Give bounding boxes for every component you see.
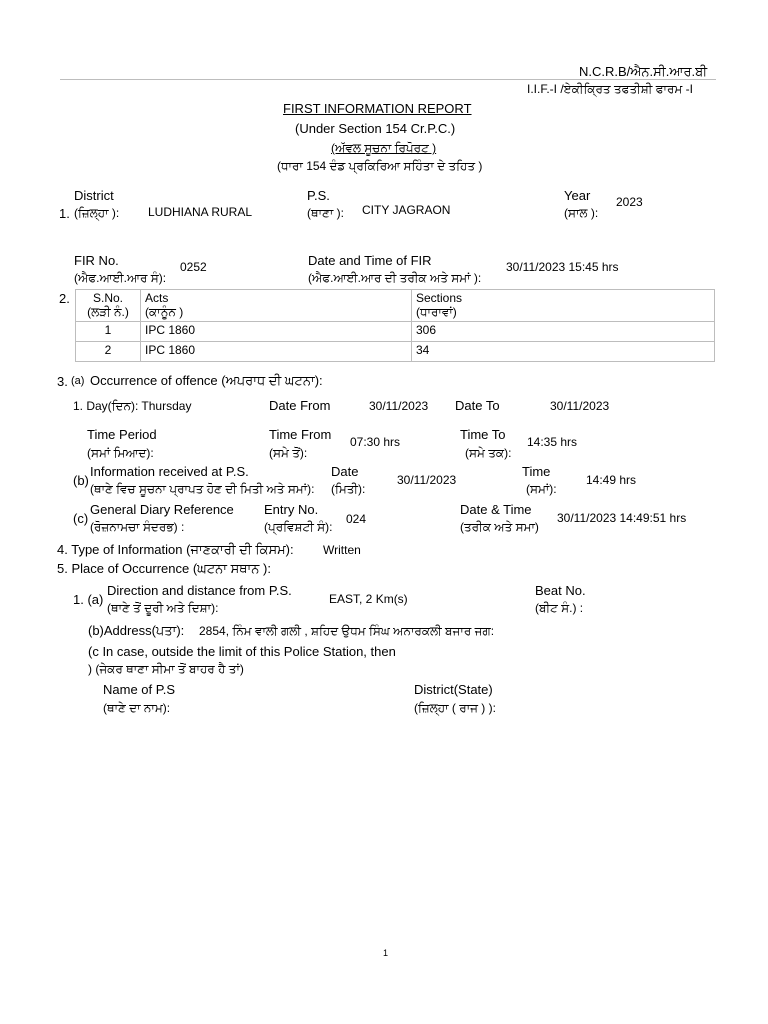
column-header-sections-pa: (ਧਾਰਾਵਾਂ) bbox=[416, 305, 457, 319]
outside-limit-label-pa: ) (ਜੇਕਰ ਥਾਣਾ ਸੀਮਾ ਤੋਂ ਬਾਹਰ ਹੈ ਤਾਂ) bbox=[88, 662, 244, 676]
table-header-row bbox=[76, 290, 715, 322]
outside-limit-label: (c In case, outside the limit of this Police Station, then bbox=[88, 644, 396, 659]
report-title: FIRST INFORMATION REPORT bbox=[283, 101, 472, 116]
occurrence-prefix: (a) bbox=[71, 375, 85, 387]
direction-distance-value: EAST, 2 Km(s) bbox=[329, 592, 408, 606]
beat-no-label-pa: (ਬੀਟ ਸੰ.) : bbox=[535, 601, 584, 615]
gd-reference-prefix: (c) bbox=[73, 511, 89, 526]
table-row bbox=[76, 322, 715, 342]
info-date-value: 30/11/2023 bbox=[397, 473, 457, 487]
gd-datetime-value: 30/11/2023 14:49:51 hrs bbox=[557, 511, 687, 525]
fir-no-label-pa: (ਐਫ.ਆਈ.ਆਰ ਸੰ): bbox=[74, 271, 167, 285]
ps-value: CITY JAGRAON bbox=[362, 203, 451, 217]
district-label: District bbox=[74, 188, 114, 203]
acts-sections-table bbox=[75, 289, 715, 362]
fir-datetime-value: 30/11/2023 15:45 hrs bbox=[506, 260, 619, 274]
info-date-label-pa: (ਮਿਤੀ): bbox=[331, 482, 366, 496]
column-header-sno: S.No. bbox=[92, 291, 123, 305]
ps-name-label-pa: (ਥਾਣੇ ਦਾ ਨਾਮ): bbox=[103, 701, 171, 715]
row-sno: 1 bbox=[76, 322, 141, 342]
time-to-label: Time To bbox=[460, 427, 506, 442]
place-prefix: 1. (a) bbox=[73, 592, 104, 607]
column-header-sections: Sections bbox=[416, 291, 463, 305]
entry-no-label-pa: (ਪ੍ਰਵਿਸ਼ਟੀ ਸੰ): bbox=[264, 520, 333, 534]
occurrence-day: 1. Day(ਦਿਨ): Thursday bbox=[73, 399, 192, 413]
address-label: (b)Address(ਪਤਾ): bbox=[88, 623, 185, 638]
occurrence-label: Occurrence of offence (ਅਪਰਾਧ ਦੀ ਘਟਨਾ): bbox=[90, 373, 323, 388]
info-received-prefix: (b) bbox=[73, 473, 89, 488]
entry-no-value: 024 bbox=[346, 512, 367, 526]
fir-datetime-label: Date and Time of FIR bbox=[308, 253, 432, 268]
time-from-label-pa: (ਸਮੇ ਤੋਂ): bbox=[269, 446, 308, 460]
place-of-occurrence-label: 5. Place of Occurrence (ਘਟਨਾ ਸਥਾਨ ): bbox=[57, 561, 271, 576]
entry-no-label: Entry No. bbox=[264, 502, 319, 517]
row-act: IPC 1860 bbox=[141, 322, 412, 342]
report-subtitle-pa: (ਧਾਰਾ 154 ਦੰਡ ਪ੍ਰਕਿਰਿਆ ਸਹਿੰਤਾ ਦੇ ਤਹਿਤ ) bbox=[277, 159, 483, 173]
district-state-label-pa: (ਜ਼ਿਲ੍ਹਾ ( ਰਾਜ ) ): bbox=[414, 701, 496, 715]
report-subtitle: (Under Section 154 Cr.P.C.) bbox=[295, 121, 456, 136]
date-to-label: Date To bbox=[455, 398, 500, 413]
ps-label-pa: (ਥਾਣਾ ): bbox=[307, 206, 344, 220]
year-label-pa: (ਸਾਲ ): bbox=[564, 206, 599, 220]
ps-label: P.S. bbox=[307, 188, 330, 203]
row-section: 306 bbox=[412, 322, 715, 342]
beat-no-label: Beat No. bbox=[535, 583, 586, 598]
section-3-number: 3. bbox=[57, 374, 68, 389]
year-label: Year bbox=[564, 188, 591, 203]
table-row bbox=[76, 342, 715, 362]
date-from-value: 30/11/2023 bbox=[369, 399, 429, 413]
column-header-sno-pa: (ਲੜੀ ਨੰ.) bbox=[87, 305, 129, 319]
type-of-information-value: Written bbox=[323, 543, 361, 557]
date-to-value: 30/11/2023 bbox=[550, 399, 610, 413]
info-date-label: Date bbox=[331, 464, 359, 479]
district-state-label: District(State) bbox=[414, 682, 493, 697]
type-of-information-label: 4. Type of Information (ਜਾਣਕਾਰੀ ਦੀ ਕਿਸਮ): bbox=[57, 542, 294, 557]
iif-label: I.I.F.-I /ਏਕੀਕ੍ਰਿਤ ਤਫਤੀਸ਼ੀ ਫਾਰਮ -I bbox=[527, 82, 693, 96]
time-period-label: Time Period bbox=[87, 427, 157, 442]
fir-datetime-label-pa: (ਐਫ.ਆਈ.ਆਰ ਦੀ ਤਰੀਕ ਅਤੇ ਸਮਾਂ ): bbox=[308, 271, 482, 285]
year-value: 2023 bbox=[616, 195, 643, 209]
info-received-label-pa: (ਥਾਣੇ ਵਿਚ ਸੂਚਨਾ ਪ੍ਰਾਪਤ ਹੋਣ ਦੀ ਮਿਤੀ ਅਤੇ ਸਮਾਂ): bbox=[90, 482, 315, 496]
page-number: 1 bbox=[383, 948, 389, 958]
ps-name-label: Name of P.S bbox=[103, 682, 176, 697]
gd-reference-label-pa: (ਰੋਜ਼ਨਾਮਚਾ ਸੰਦਰਭ) : bbox=[90, 520, 185, 534]
district-value: LUDHIANA RURAL bbox=[148, 205, 253, 219]
info-time-value: 14:49 hrs bbox=[586, 473, 637, 487]
gd-datetime-label: Date & Time bbox=[460, 502, 532, 517]
date-from-label: Date From bbox=[269, 398, 331, 413]
time-to-value: 14:35 hrs bbox=[527, 435, 578, 449]
report-title-pa: (ਅੱਵਲ ਸੂਚਨਾ ਰਿਪੋਰਟ ) bbox=[331, 141, 437, 155]
info-time-label: Time bbox=[522, 464, 551, 479]
column-header-acts: Acts bbox=[145, 291, 169, 305]
fir-no-value: 0252 bbox=[180, 260, 207, 274]
info-received-label: Information received at P.S. bbox=[90, 464, 249, 479]
direction-distance-label-pa: (ਥਾਣੇ ਤੋਂ ਦੂਰੀ ਅਤੇ ਦਿਸ਼ਾ): bbox=[107, 601, 219, 615]
gd-datetime-label-pa: (ਤਰੀਕ ਅਤੇ ਸਮਾ) bbox=[460, 520, 539, 534]
header-divider bbox=[60, 79, 716, 80]
district-label-pa: (ਜ਼ਿਲ੍ਹਾ ): bbox=[74, 206, 120, 220]
row-act: IPC 1860 bbox=[141, 342, 412, 362]
row-section: 34 bbox=[412, 342, 715, 362]
section-1-number: 1. bbox=[59, 206, 70, 221]
ncrb-label: N.C.R.B/ਐਨ.ਸੀ.ਆਰ.ਬੀ bbox=[579, 64, 708, 79]
gd-reference-label: General Diary Reference bbox=[90, 502, 234, 517]
time-period-label-pa: (ਸਮਾਂ ਮਿਆਦ): bbox=[87, 446, 154, 460]
direction-distance-label: Direction and distance from P.S. bbox=[107, 583, 292, 598]
column-header-acts-pa: (ਕਾਨੂੰਨ ) bbox=[145, 305, 184, 319]
address-value: 2854, ਨਿੰਮ ਵਾਲੀ ਗਲੀ , ਸ਼ਹਿਦ ਉਧਮ ਸਿੰਘ ਅਨਾਰਕਲੀ ਬਜਾਰ ਜਗ: bbox=[199, 624, 495, 638]
fir-no-label: FIR No. bbox=[74, 253, 119, 268]
time-from-value: 07:30 hrs bbox=[350, 435, 401, 449]
time-from-label: Time From bbox=[269, 427, 332, 442]
section-2-number: 2. bbox=[59, 291, 70, 306]
info-time-label-pa: (ਸਮਾਂ): bbox=[526, 482, 557, 496]
time-to-label-pa: (ਸਮੇ ਤਕ): bbox=[465, 446, 512, 460]
row-sno: 2 bbox=[76, 342, 141, 362]
